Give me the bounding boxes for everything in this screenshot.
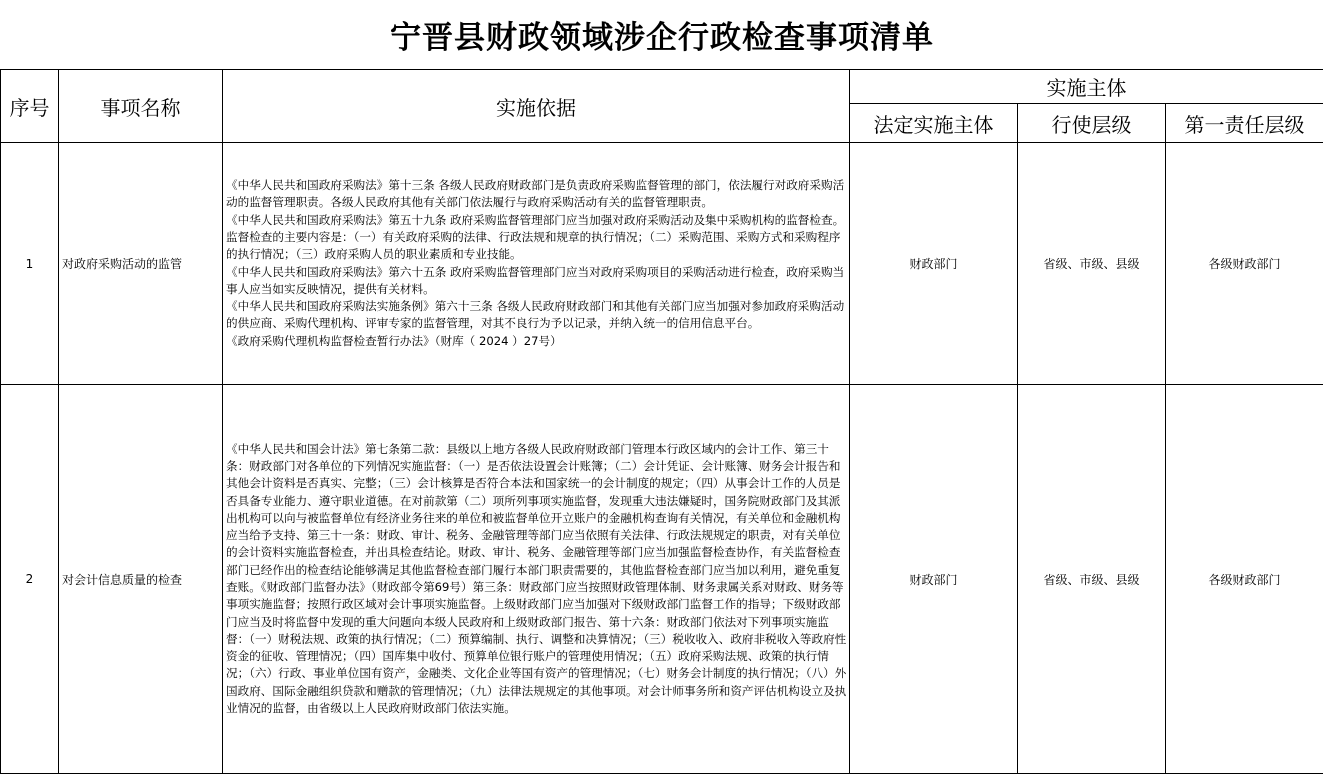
- table-row: [1, 143, 1323, 385]
- basis-paragraph: 《中华人民共和国政府采购法》第六十五条 政府采购监督管理部门应当对政府采购项目的采购活动进行检查，政府采购当事人应当如实反映情况，提供有关材料。: [226, 264, 845, 296]
- header-first-resp: 第一责任层级: [1166, 104, 1323, 143]
- row-basis: [223, 143, 850, 385]
- row-name: 对政府采购活动的监管: [59, 143, 223, 385]
- header-subject-group: 实施主体: [850, 70, 1323, 104]
- basis-paragraph: 《中华人民共和国政府采购法实施条例》第六十三条 各级人民政府财政部门和其他有关部门应当加强对参加政府采购活动的供应商、采购代理机构、评审专家的监督管理，对其不良行为予以记录，并纳入统一的信用信息平台。: [226, 299, 845, 331]
- row-first-resp: 各级财政部门: [1166, 385, 1323, 774]
- row-first-resp: 各级财政部门: [1166, 143, 1323, 385]
- basis-paragraph: 《中华人民共和国会计法》第七条第二款：县级以上地方各级人民政府财政部门管理本行政区域内的会计工作、第三十条：财政部门对各单位的下列情况实施监督：（一）是否依法设置会计账簿；（二）会计凭证、会计账簿、财务会计报告和其他会计资料是否真实、完整；（三）会计核算是否符合本法和国家统一的会计制度的规定；（四）从事会计工作的人员是否具备专业能力、遵守职业道德。在对前款第（二）项所列事项实施监督，发现重大违法嫌疑时，国务院财政部门及其派出机构可以向与被监督单位有经济业务往来的单位和被监督单位开立账户的金融机构查询有关情况，有关单位和金融机构应当给予支持、第三十一条：财政、审计、税务、金融管理等部门应当依照有关法律、行政法规规定的职责，对有关单位的会计资料实施监督检查，并出具检查结论。财政、审计、税务、金融管理等部门应当加强监督检查协作，有关监督检查部门已经作出的检查结论能够满足其他监督检查部门履行本部门职责需要的，其他监督检查部门应当加以利用，避免重复查账。《财政部门监督办法》（财政部令第69号）第三条：财政部门应当按照财政管理体制、财务隶属关系对财政、财务等事项实施监督；按照行政区域对会计事项实施监督。上级财政部门应当加强对下级财政部门监督工作的指导；下级财政部门应当及时将监督中发现的重大问题向本级人民政府和上级财政部门报告、第十六条：财政部门依法对下列事项实施监督：（一）财税法规、政策的执行情况；（二）预算编制、执行、调整和决算情况；（三）税收收入、政府非税收入等政府性资金的征收、管理情况；（四）国库集中收付、预算单位银行账户的管理使用情况；（五）政府采购法规、政策的执行情况；（六）行政、事业单位国有资产，金融类、文化企业等国有资产的管理情况；（七）财务会计制度的执行情况；（八）外国政府、国际金融组织贷款和赠款的管理情况；（九）法律法规规定的其他事项。对会计师事务所和资产评估机构设立及执业情况的监督，由省级以上人民政府财政部门依法实施。: [226, 441, 847, 716]
- row-seq: 1: [1, 143, 59, 385]
- header-legal-subject: 法定实施主体: [850, 104, 1018, 143]
- header-seq: 序号: [1, 70, 59, 143]
- header-level: 行使层级: [1018, 104, 1166, 143]
- row-level: 省级、市级、县级: [1018, 143, 1166, 385]
- header-basis: 实施依据: [223, 70, 850, 143]
- row-basis: [223, 385, 850, 774]
- row-seq: 2: [1, 385, 59, 774]
- basis-paragraph: 《政府采购代理机构监督检查暂行办法》（财库（ 2024 ）27号）: [226, 333, 562, 348]
- basis-paragraph: 《中华人民共和国政府采购法》第十三条 各级人民政府财政部门是负责政府采购监督管理的部门，依法履行对政府采购活动的监督管理职责。各级人民政府其他有关部门依法履行与政府采购活动有关的监督管理职责。: [226, 178, 845, 210]
- row-legal-subject: 财政部门: [850, 143, 1018, 385]
- header-name: 事项名称: [59, 70, 223, 143]
- page-title: 宁晋县财政领域涉企行政检查事项清单: [1, 0, 1323, 70]
- row-level: 省级、市级、县级: [1018, 385, 1166, 774]
- row-name: 对会计信息质量的检查: [59, 385, 223, 774]
- table-row: [1, 385, 1323, 774]
- basis-paragraph: 《中华人民共和国政府采购法》第五十九条 政府采购监督管理部门应当加强对政府采购活动及集中采购机构的监督检查。: [226, 212, 845, 227]
- basis-paragraph: 监督检查的主要内容是：（一）有关政府采购的法律、行政法规和规章的执行情况；（二）采购范围、采购方式和采购程序的执行情况；（三）政府采购人员的职业素质和专业技能。: [226, 229, 841, 262]
- row-legal-subject: 财政部门: [850, 385, 1018, 774]
